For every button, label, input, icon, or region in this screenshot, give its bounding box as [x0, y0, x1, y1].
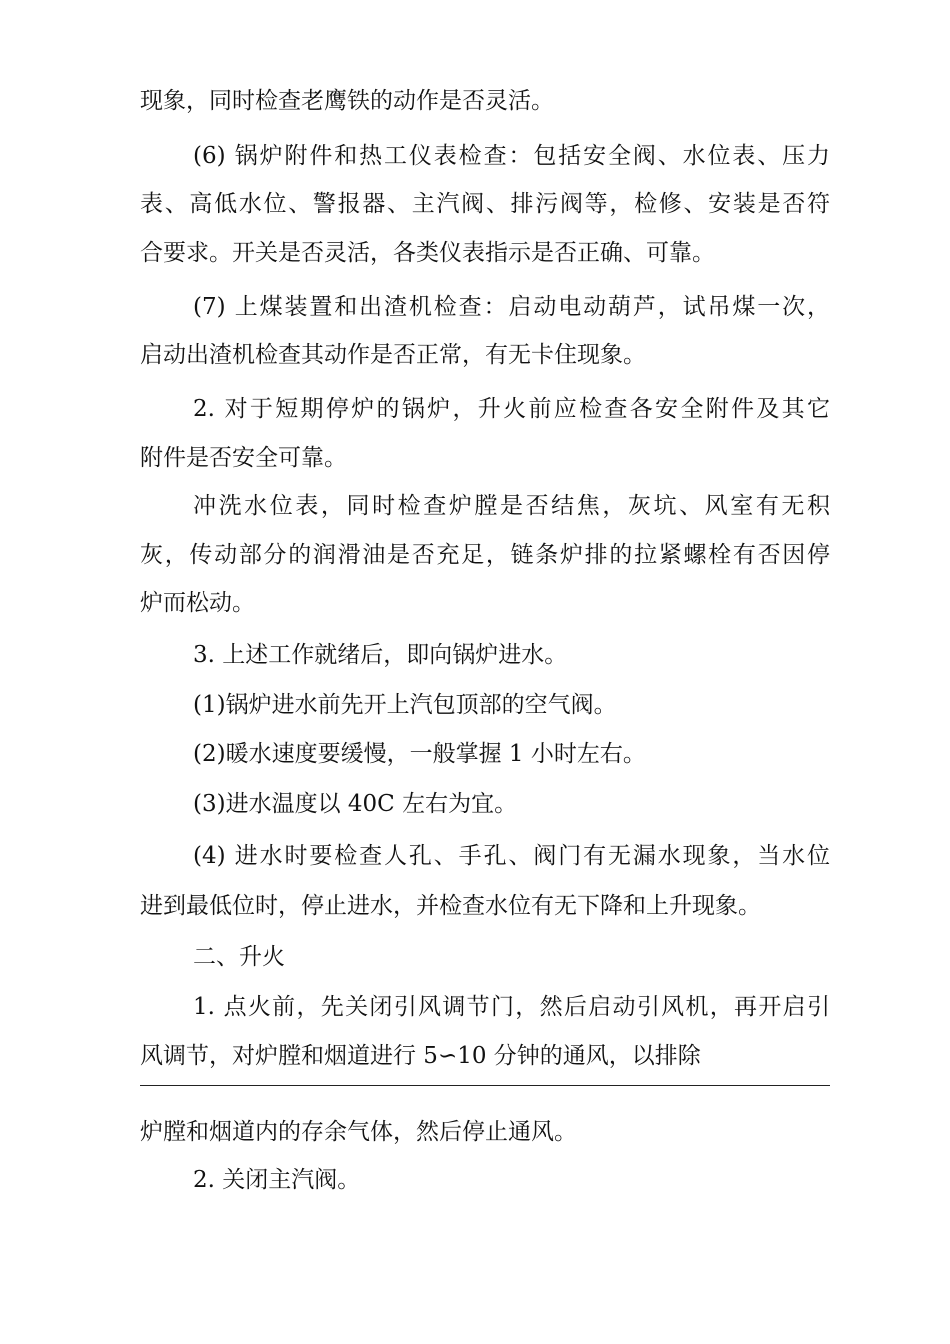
paragraph-line: (3)进水温度以 40C 左右为宜。 — [193, 791, 518, 817]
paragraph-line: 2. 关闭主汽阀。 — [193, 1167, 361, 1193]
paragraph-line: (4) 进水时要检查人孔、手孔、阀门有无漏水现象，当水位 — [193, 843, 830, 869]
paragraph-line: 表、高低水位、警报器、主汽阀、排污阀等，检修、安装是否符 — [140, 191, 830, 217]
paragraph-line: (7) 上煤装置和出渣机检查：启动电动葫芦，试吊煤一次， — [193, 294, 830, 320]
paragraph-line: 启动出渣机检查其动作是否正常，有无卡住现象。 — [140, 342, 646, 368]
paragraph-line: (2)暖水速度要缓慢，一般掌握 1 小时左右。 — [193, 741, 646, 767]
paragraph-line: 3. 上述工作就绪后，即向锅炉进水。 — [193, 642, 568, 668]
paragraph-line: 2. 对于短期停炉的锅炉，升火前应检查各安全附件及其它 — [193, 396, 830, 422]
paragraph-line: 炉膛和烟道内的存余气体，然后停止通风。 — [140, 1119, 577, 1145]
paragraph-line: 风调节，对炉膛和烟道进行 5∽10 分钟的通风，以排除 — [140, 1043, 701, 1069]
paragraph-line: 进到最低位时，停止进水，并检查水位有无下降和上升现象。 — [140, 893, 761, 919]
paragraph-line: 炉而松动。 — [140, 590, 255, 616]
paragraph-line: 附件是否安全可靠。 — [140, 445, 347, 471]
paragraph-line: 1. 点火前，先关闭引风调节门，然后启动引风机，再开启引 — [193, 994, 830, 1020]
paragraph-line: 冲洗水位表，同时检查炉膛是否结焦，灰坑、风室有无积 — [193, 493, 830, 519]
paragraph-line: (1)锅炉进水前先开上汽包顶部的空气阀。 — [193, 692, 617, 718]
paragraph-line: 灰，传动部分的润滑油是否充足，链条炉排的拉紧螺栓有否因停 — [140, 542, 830, 568]
paragraph-line: 合要求。开关是否灵活，各类仪表指示是否正确、可靠。 — [140, 240, 715, 266]
section-heading: 二、升火 — [193, 944, 285, 970]
paragraph-line: (6) 锅炉附件和热工仪表检查：包括安全阀、水位表、压力 — [193, 143, 830, 169]
page-divider — [140, 1085, 830, 1086]
paragraph-line: 现象，同时检查老鹰铁的动作是否灵活。 — [140, 88, 554, 114]
